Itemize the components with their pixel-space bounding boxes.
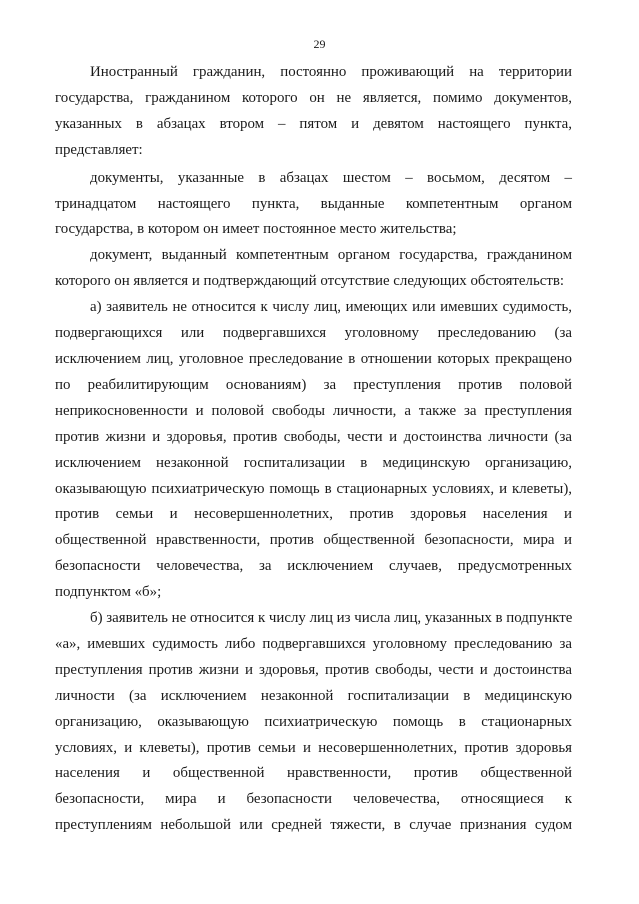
text-line: представляет: <box>55 141 143 158</box>
text-line: оказывающую психиатрическую помощь в стационарных условиях, и клеветы), <box>55 480 572 497</box>
text-line: населения и общественной нравственности, против общественной <box>55 765 572 782</box>
text-line: б) заявитель не относится к числу лиц из числа лиц, указанных в подпункте <box>90 610 573 627</box>
text-line: подпунктом «б»; <box>55 584 162 601</box>
text-line: против семьи и несовершеннолетних, против здоровья населения и <box>55 506 572 523</box>
text-line: документ, выданный компетентным органом государства, гражданином <box>90 247 572 264</box>
text-line: по реабилитирующим основаниям) за преступления против половой <box>55 376 572 393</box>
text-line: безопасности, мира и безопасности человечества, относящиеся к <box>55 791 572 808</box>
text-line: а) заявитель не относится к числу лиц, имеющих или имевших судимость, <box>90 299 572 316</box>
text-line: исключением лиц, уголовное преследование в отношении которых прекращено <box>55 350 572 367</box>
text-line: общественной нравственности, против общественной безопасности, мира и <box>55 532 572 549</box>
text-line: «а», имевших судимость либо подвергавшихся уголовному преследованию за <box>55 635 572 652</box>
text-line: преступления против жизни и здоровья, против свободы, чести и достоинства <box>55 661 572 678</box>
page-number: 29 <box>313 37 326 51</box>
text-line: Иностранный гражданин, постоянно проживающий на территории <box>90 64 572 80</box>
text-line: подвергающихся или подвергавшихся уголовному преследованию (за <box>55 325 572 342</box>
text-line: тринадцатом настоящего пункта, выданные компетентным органом <box>55 195 572 212</box>
text-line: исключением незаконной госпитализации в медицинскую организацию, <box>55 454 572 471</box>
text-line: неприкосновенности и половой свободы личности, а также за преступления <box>55 402 572 419</box>
document-body <box>55 60 572 839</box>
text-line: преступлениям небольшой или средней тяжести, в случае признания судом <box>55 817 572 834</box>
text-line: против жизни и здоровья, против свободы, чести и достоинства личности (за <box>55 428 572 445</box>
text-line: которого он является и подтверждающий отсутствие следующих обстоятельств: <box>55 273 565 290</box>
text-line: указанных в абзацах втором – пятом и девятом настоящего пункта, <box>55 115 572 132</box>
text-line: государства, в котором он имеет постоянное место жительства; <box>55 221 457 238</box>
text-line: безопасности человечества, за исключением случаев, предусмотренных <box>55 558 572 575</box>
text-line: документы, указанные в абзацах шестом – восьмом, десятом – <box>90 169 572 186</box>
text-line: условиях, и клеветы), против семьи и несовершеннолетних, против здоровья <box>55 739 572 756</box>
text-line: организацию, оказывающую психиатрическую помощь в стационарных <box>55 713 572 730</box>
text-line: государства, гражданином которого он не является, помимо документов, <box>55 89 572 106</box>
text-line: личности (за исключением незаконной госпитализации в медицинскую <box>55 687 572 704</box>
